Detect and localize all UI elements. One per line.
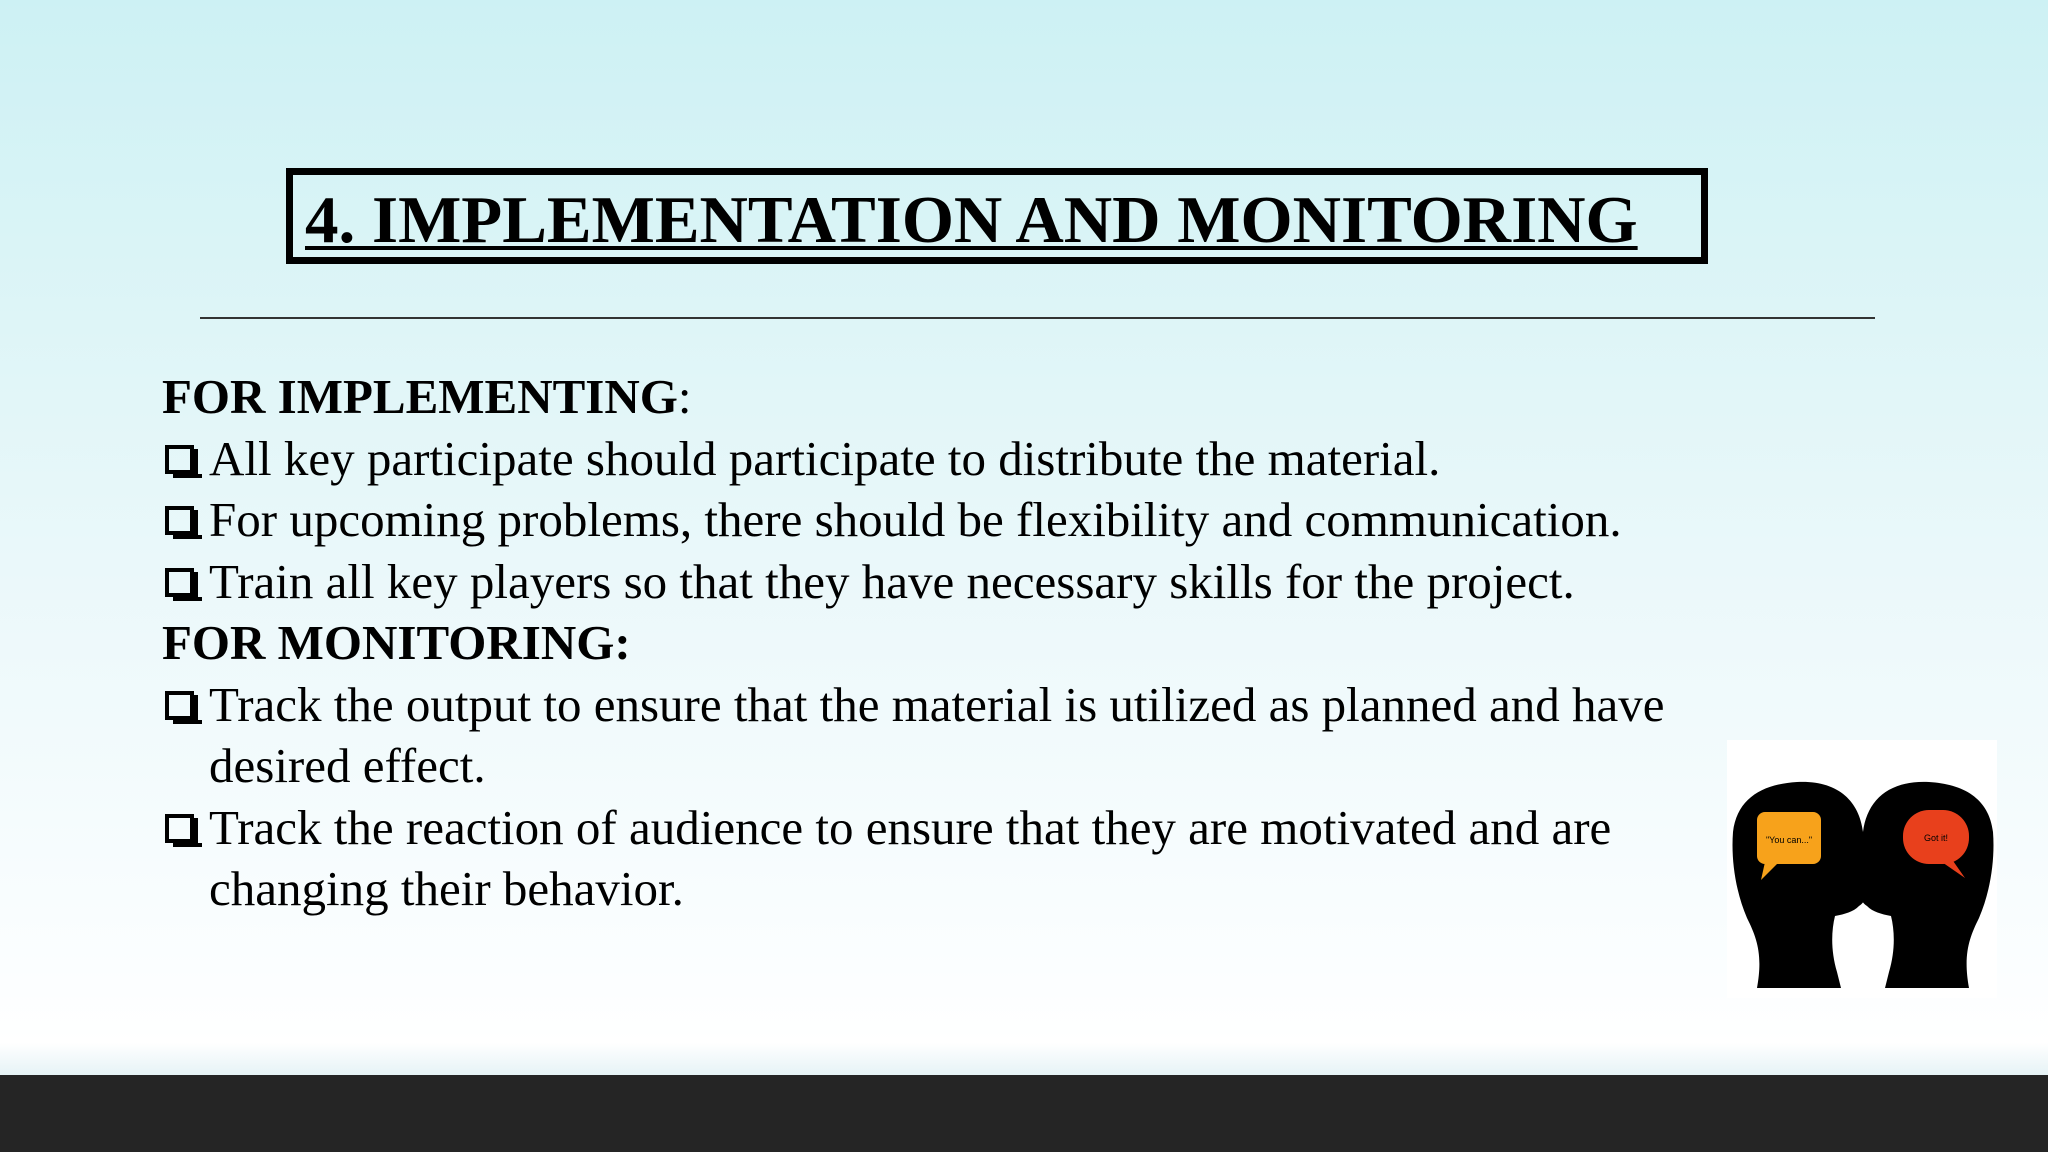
bullet-item [162, 428, 1742, 490]
bullet-text: All key participate should participate to distribute the material. [209, 430, 1441, 486]
bullet-item [162, 551, 1742, 613]
bullet-item [162, 797, 1742, 920]
bullet-item [162, 489, 1742, 551]
bullet-item [162, 674, 1742, 797]
checkbox-bullet-icon [165, 814, 194, 843]
two-heads-illustration [1727, 740, 1997, 998]
bullet-text: For upcoming problems, there should be flexibility and communication. [209, 492, 1622, 547]
bullet-text: Train all key players so that they have necessary skills for the project. [209, 553, 1575, 609]
checkbox-bullet-icon [165, 445, 194, 474]
title-divider [200, 317, 1875, 319]
checkbox-bullet-icon [165, 506, 194, 535]
bullet-text: Track the reaction of audience to ensure that they are motivated and are changing their behavior. [209, 799, 1612, 916]
left-bubble-text: "You can..." [1765, 835, 1813, 845]
footer-bar [0, 1075, 2048, 1152]
section-heading-implementing [162, 366, 1742, 428]
checkbox-bullet-icon [165, 568, 194, 597]
slide-body [162, 366, 1742, 920]
checkbox-bullet-icon [165, 691, 194, 720]
section-heading-text: FOR IMPLEMENTING [162, 369, 678, 424]
section-heading-monitoring: FOR MONITORING: [162, 615, 631, 670]
bullet-text: Track the output to ensure that the material is utilized as planned and have desired effect. [209, 676, 1665, 793]
slide-title: 4. IMPLEMENTATION AND MONITORING [305, 183, 1638, 257]
right-bubble-text: Got it! [1923, 833, 1949, 843]
heading-colon: : [677, 369, 692, 424]
